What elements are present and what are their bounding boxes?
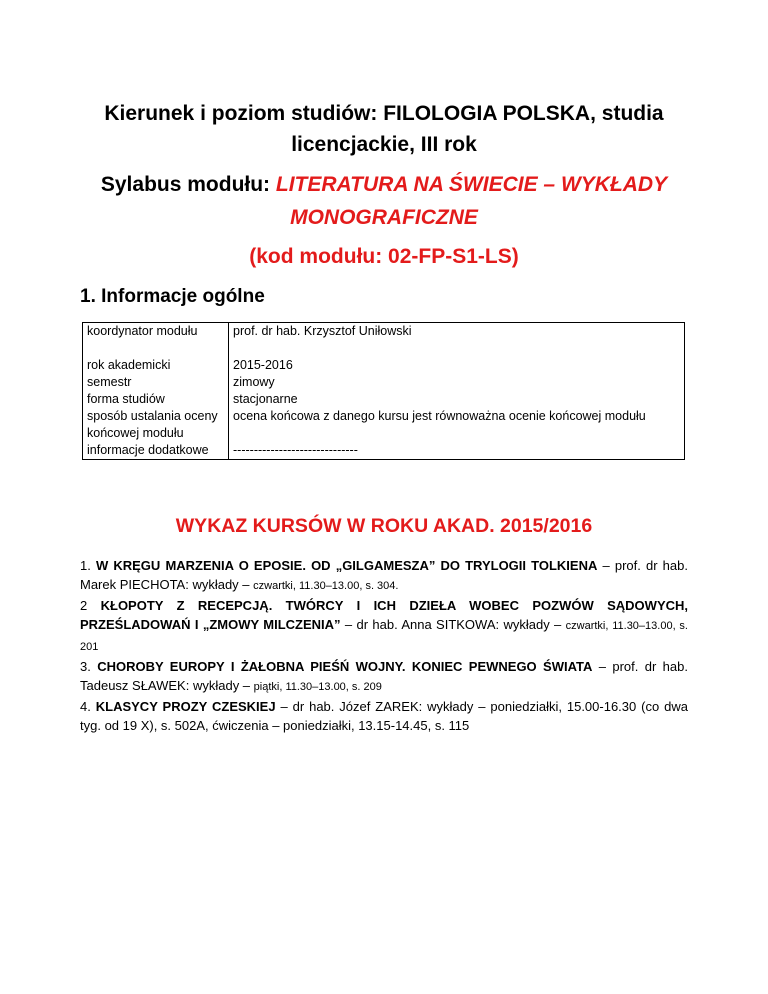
course-name: CHOROBY EUROPY I ŻAŁOBNA PIEŚŃ WOJNY. KONIEC PEWNEGO ŚWIATA	[97, 659, 593, 674]
row-value: stacjonarne	[229, 391, 685, 408]
row-key: koordynator modułu	[83, 323, 229, 358]
row-value: prof. dr hab. Krzysztof Uniłowski	[229, 323, 685, 358]
row-value: ------------------------------	[229, 442, 685, 460]
course-name: W KRĘGU MARZENIA O EPOSIE. OD „GILGAMESZA” DO TRYLOGII TOLKIENA	[95, 558, 598, 573]
table-row	[83, 323, 685, 358]
module-title-line2: MONOGRAFICZNE	[290, 206, 478, 229]
row-key: forma studiów	[83, 391, 229, 408]
course-name: KLASYCY PROZY CZESKIEJ	[95, 699, 276, 714]
list-item: 3. CHOROBY EUROPY I ŻAŁOBNA PIEŚŃ WOJNY. KONIEC PEWNEGO ŚWIATA – prof. dr hab. Tadeusz SŁAWEK: wykłady – piątki, 11.30–13.00, s. 209	[80, 659, 688, 693]
table-row	[83, 391, 685, 408]
table-row	[83, 374, 685, 391]
course-schedule: czwartki, 11.30–13.00, s. 304.	[253, 580, 399, 592]
row-value: ocena końcowa z danego kursu jest równoważna ocenie końcowej modułu	[229, 408, 685, 442]
row-value: 2015-2016	[229, 357, 685, 374]
table-row	[83, 408, 685, 442]
table-row	[83, 357, 685, 374]
list-item: 2 KŁOPOTY Z RECEPCJĄ. TWÓRCY I ICH DZIEŁA WOBEC POZWÓW SĄDOWYCH, PRZEŚLADOWAŃ I „ZMOWY MILCZENIA” – dr hab. Anna SITKOWA: wykłady – czwartki, 11.30–13.00, s. 201	[80, 598, 688, 653]
program-heading-line2: licencjackie, III rok	[291, 133, 477, 156]
list-item: 4. KLASYCY PROZY CZESKIEJ – dr hab. Józef ZAREK: wykłady – poniedziałki, 15.00-16.30 (co dwa tyg. od 19 X), s. 502A, ćwiczenia – poniedziałki, 13.15-14.45, s. 115	[80, 699, 688, 733]
course-schedule: piątki, 11.30–13.00, s. 209	[253, 681, 382, 693]
row-key: sposób ustalania oceny końcowej modułu	[83, 408, 229, 442]
module-code: (kod modułu: 02-FP-S1-LS)	[249, 245, 519, 268]
row-key: rok akademicki	[83, 357, 229, 374]
course-list-title: WYKAZ KURSÓW W ROKU AKAD. 2015/2016	[175, 515, 593, 537]
row-key: informacje dodatkowe	[83, 442, 229, 460]
module-title-line1: LITERATURA NA ŚWIECIE – WYKŁADY	[275, 173, 668, 196]
course-schedule: czwartki, 11.30–13.00, s. 201	[80, 620, 688, 653]
program-heading	[0, 98, 768, 160]
row-key: semestr	[83, 374, 229, 391]
general-info-table	[82, 322, 685, 460]
program-heading-line1: Kierunek i poziom studiów: FILOLOGIA POLSKA, studia	[104, 102, 664, 125]
table-row	[83, 442, 685, 460]
course-name: KŁOPOTY Z RECEPCJĄ. TWÓRCY I ICH DZIEŁA WOBEC POZWÓW SĄDOWYCH, PRZEŚLADOWAŃ I „ZMOWY MILCZENIA”	[80, 598, 688, 632]
row-value: zimowy	[229, 374, 685, 391]
syllabus-heading	[60, 168, 708, 234]
section-title-general-info: 1. Informacje ogólne	[80, 286, 265, 307]
course-list	[80, 556, 688, 735]
syllabus-prefix: Sylabus modułu:	[100, 173, 276, 196]
list-item: 1. W KRĘGU MARZENIA O EPOSIE. OD „GILGAMESZA” DO TRYLOGII TOLKIENA – prof. dr hab. Marek PIECHOTA: wykłady – czwartki, 11.30–13.00, s. 304.	[80, 558, 688, 592]
